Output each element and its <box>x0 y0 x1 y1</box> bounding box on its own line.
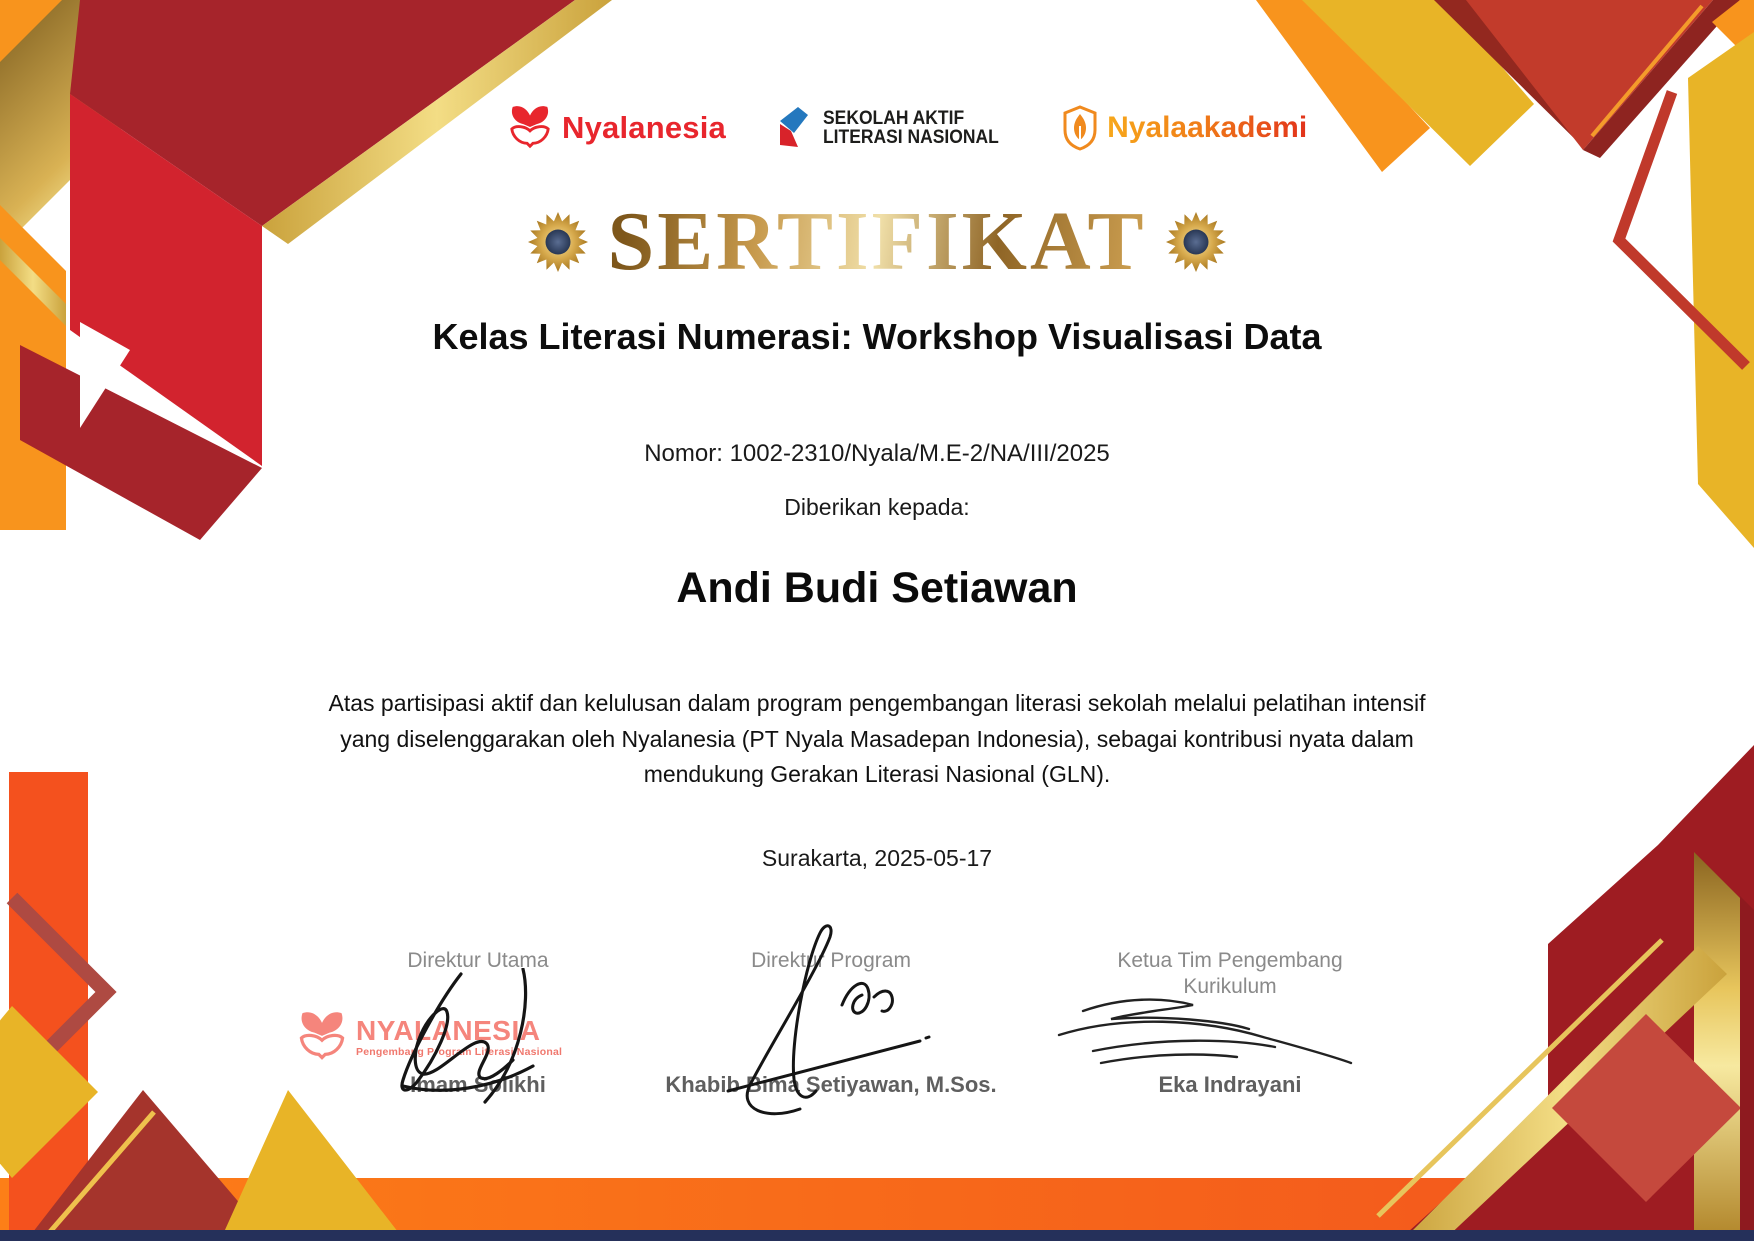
signatory-role-direktur-program: Direktur Program <box>751 949 911 972</box>
signature-khabib-bima <box>722 913 940 1121</box>
sekolah-aktif-line2: LITERASI NASIONAL <box>823 127 999 148</box>
certificate-title: SERTIFIKAT <box>607 195 1147 288</box>
sekolah-aktif-logo <box>774 105 1014 151</box>
awarded-to-label: Diberikan kepada: <box>784 494 970 520</box>
place-date: Surakarta, 2025-05-17 <box>761 845 993 871</box>
watermark-tagline: Pengembang Program Literasi Nasional <box>356 1046 563 1058</box>
nyalanesia-icon <box>507 105 553 151</box>
sunburst-icon-left <box>528 212 588 272</box>
sekolah-aktif-wordmark <box>823 109 999 148</box>
description-text: Atas partisipasi aktif dan kelulusan dalam program pengembangan literasi sekolah melalui pelatihan intensif yang diselenggarakan oleh Nyalanesia (PT Nyala Masadepan Indonesia), sebagai kontribusi nyata dalam mendukung Gerakan Literasi Nasional (GLN). <box>328 690 1426 787</box>
logo-row <box>507 102 1307 154</box>
title-row <box>0 196 1754 288</box>
signatory-name-khabib-bima: Khabib Bima Setiyawan, M.Sos. <box>665 1072 997 1097</box>
signatory-role-direktur-utama: Direktur Utama <box>407 949 549 972</box>
signature-eka-indrayani <box>1053 993 1381 1075</box>
open-book-icon <box>774 105 814 151</box>
sekolah-aktif-line1: SEKOLAH AKTIF <box>823 107 965 129</box>
certificate-number: Nomor: 1002-2310/Nyala/M.E-2/NA/III/2025 <box>644 440 1110 467</box>
watermark-brand: NYALANESIA <box>356 1015 541 1046</box>
recipient-name: Andi Budi Setiawan <box>676 564 1078 612</box>
signatory-name-eka-indrayani: Eka Indrayani <box>1158 1072 1302 1097</box>
signatory-name-imam-solikhi: Imam Solikhi <box>410 1072 546 1097</box>
nyalaakademi-logo <box>1062 105 1307 151</box>
nyalanesia-logo <box>507 105 726 151</box>
nyalanesia-watermark-icon <box>296 1012 348 1062</box>
nyalaakademi-wordmark: Nyalaakademi <box>1107 111 1308 144</box>
signature-imam-solikhi <box>373 968 583 1106</box>
course-title: Kelas Literasi Numerasi: Workshop Visualisasi Data <box>432 316 1322 357</box>
shield-pen-icon <box>1062 105 1098 151</box>
signatory-role-ketua-tim: Ketua Tim Pengembang Kurikulum <box>1117 949 1343 998</box>
sunburst-icon-right <box>1166 212 1226 272</box>
nyalanesia-wordmark: Nyalanesia <box>562 110 726 145</box>
